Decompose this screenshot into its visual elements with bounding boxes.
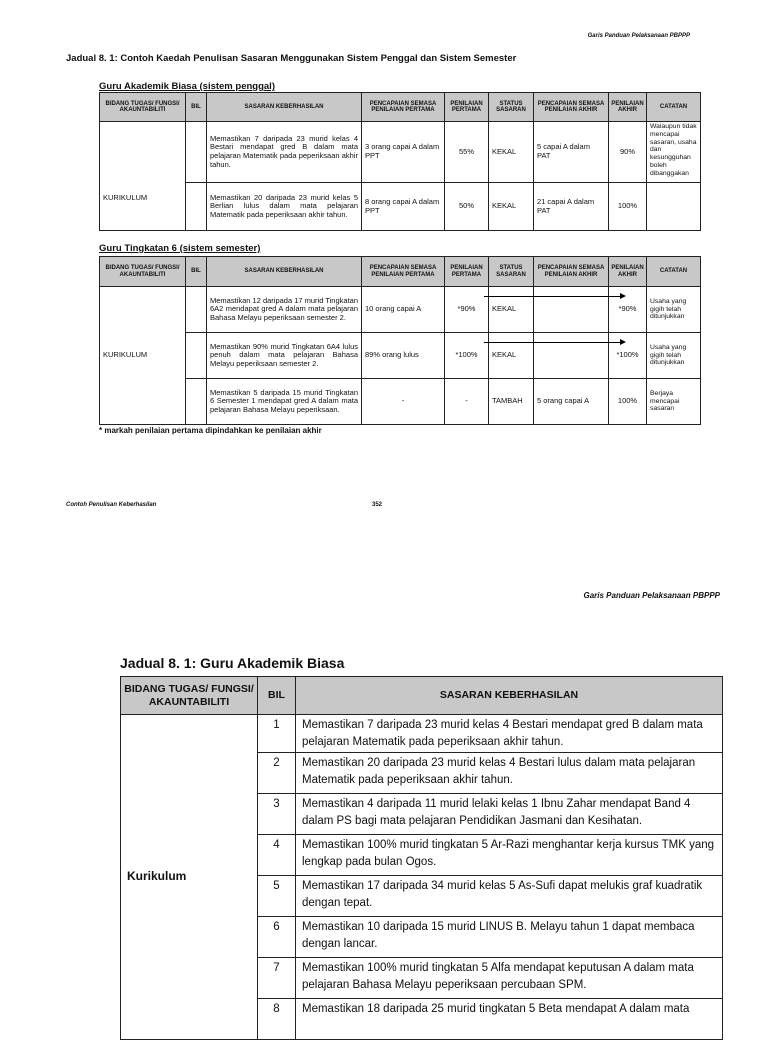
catatan-cell: Usaha yang gigih telah ditunjukkan bbox=[647, 287, 701, 333]
status-cell: KEKAL bbox=[489, 122, 534, 183]
col-catatan: CATATAN bbox=[647, 93, 701, 122]
col-penilaian-akhir: PENILAIAN AKHIR bbox=[609, 93, 647, 122]
sasaran-cell: Memastikan 17 daripada 34 murid kelas 5 As-Sufi dapat melukis graf kuadratik dengan tepat. bbox=[296, 876, 723, 917]
sasaran-cell: Memastikan 100% murid tingkatan 5 Alfa mendapat keputusan A dalam mata pelajaran Bahasa Melayu peperiksaan percubaan SPM. bbox=[296, 958, 723, 999]
transfer-arrow-line bbox=[484, 296, 620, 297]
bidang-cell: Kurikulum bbox=[121, 715, 258, 1040]
sasaran-cell: Memastikan 7 daripada 23 murid kelas 4 Bestari mendapat gred B dalam mata pelajaran Matematik pada peperiksaan akhir tahun. bbox=[296, 715, 723, 753]
penilaian-akhir-cell: *100% bbox=[609, 333, 647, 379]
col-bidang: BIDANG TUGAS/ FUNGSI/ AKAUNTABILITI bbox=[100, 257, 186, 287]
table1-header-row bbox=[100, 93, 701, 122]
table1 bbox=[99, 92, 701, 231]
bil-cell bbox=[186, 122, 207, 183]
catatan-cell bbox=[647, 183, 701, 231]
status-cell: KEKAL bbox=[489, 183, 534, 231]
col-sasaran: SASARAN KEBERHASILAN bbox=[207, 93, 362, 122]
sasaran-cell: Memastikan 7 daripada 23 murid kelas 4 Bestari mendapat gred B dalam mata pelajaran Matematik pada peperiksaan akhir tahun. bbox=[207, 122, 362, 183]
bil-cell: 3 bbox=[258, 794, 296, 835]
bil-cell bbox=[186, 333, 207, 379]
table2 bbox=[99, 256, 701, 425]
sasaran-cell: Memastikan 20 daripada 23 murid kelas 5 Berlian lulus dalam mata pelajaran Matematik pada peperiksaan akhir tahun. bbox=[207, 183, 362, 231]
bil-cell bbox=[186, 379, 207, 425]
table3 bbox=[120, 676, 723, 1040]
penilaian1-cell: 55% bbox=[445, 122, 489, 183]
col-bil: BIL bbox=[258, 677, 296, 715]
sasaran-cell: Memastikan 4 daripada 11 murid lelaki kelas 1 Ibnu Zahar mendapat Band 4 dalam PS bagi mata pelajaran Pendidikan Jasmani dan Kesihatan. bbox=[296, 794, 723, 835]
page-footer: Contoh Penulisan Keberhasilan bbox=[66, 502, 157, 508]
sasaran-cell: Memastikan 10 daripada 15 murid LINUS B. Melayu tahun 1 dapat membaca dengan lancar. bbox=[296, 917, 723, 958]
page-header: Garis Panduan Pelaksanaan PBPPP bbox=[587, 33, 690, 39]
page-number: 352 bbox=[372, 502, 383, 508]
col-catatan: CATATAN bbox=[647, 257, 701, 287]
pencapaian1-cell: - bbox=[362, 379, 445, 425]
pencapaian1-cell: 3 orang capai A dalam PPT bbox=[362, 122, 445, 183]
col-status: STATUS SASARAN bbox=[489, 257, 534, 287]
table-row bbox=[121, 715, 723, 753]
penilaian1-cell: *100% bbox=[445, 333, 489, 379]
pencapaian-akhir-cell bbox=[534, 287, 609, 333]
bil-cell bbox=[186, 287, 207, 333]
status-cell: TAMBAH bbox=[489, 379, 534, 425]
pencapaian1-cell: 89% orang lulus bbox=[362, 333, 445, 379]
sasaran-cell: Memastikan 100% murid tingkatan 5 Ar-Razi menghantar kerja kursus TMK yang lengkap pada bulan Ogos. bbox=[296, 835, 723, 876]
sasaran-cell: Memastikan 18 daripada 25 murid tingkatan 5 Beta mendapat A dalam mata bbox=[296, 999, 723, 1040]
status-cell: KEKAL bbox=[489, 333, 534, 379]
arrow-right-icon bbox=[620, 339, 626, 345]
catatan-cell: Berjaya mencapai sasaran bbox=[647, 379, 701, 425]
catatan-cell: Walaupun tidak mencapai sasaran, usaha dan kesungguhan boleh dibanggakan bbox=[647, 122, 701, 183]
col-pencapaian-akhir: PENCAPAIAN SEMASA PENILAIAN AKHIR bbox=[534, 257, 609, 287]
table-row bbox=[100, 333, 701, 379]
col-penilaian-akhir: PENILAIAN AKHIR bbox=[609, 257, 647, 287]
col-pencapaian1: PENCAPAIAN SEMASA PENILAIAN PERTAMA bbox=[362, 257, 445, 287]
table1-subtitle: Guru Akademik Biasa (sistem penggal) bbox=[99, 81, 275, 92]
penilaian1-cell: *90% bbox=[445, 287, 489, 333]
table-row bbox=[100, 183, 701, 231]
col-sasaran: SASARAN KEBERHASILAN bbox=[296, 677, 723, 715]
status-cell: KEKAL bbox=[489, 287, 534, 333]
sasaran-cell: Memastikan 90% murid Tingkatan 6A4 lulus penuh dalam mata pelajaran Bahasa Melayu peperiksaan semester 2. bbox=[207, 333, 362, 379]
bil-cell: 6 bbox=[258, 917, 296, 958]
pencapaian-akhir-cell: 5 orang capai A bbox=[534, 379, 609, 425]
sasaran-cell: Memastikan 5 daripada 15 murid Tingkatan 6 Semester 1 mendapat gred A dalam mata pelajaran Bahasa Melayu peperiksaan. bbox=[207, 379, 362, 425]
table2-header-row bbox=[100, 257, 701, 287]
table-row bbox=[100, 379, 701, 425]
col-pencapaian-akhir: PENCAPAIAN SEMASA PENILAIAN AKHIR bbox=[534, 93, 609, 122]
col-bidang: BIDANG TUGAS/ FUNGSI/ AKAUNTABILITI bbox=[121, 677, 258, 715]
col-status: STATUS SASARAN bbox=[489, 93, 534, 122]
penilaian1-cell: - bbox=[445, 379, 489, 425]
penilaian-akhir-cell: 100% bbox=[609, 379, 647, 425]
catatan-cell: Usaha yang gigih telah ditunjukkan bbox=[647, 333, 701, 379]
col-bidang: BIDANG TUGAS/ FUNGSI/ AKAUNTABILITI bbox=[100, 93, 186, 122]
bidang-cell: KURIKULUM bbox=[100, 122, 186, 231]
pencapaian-akhir-cell: 5 capai A dalam PAT bbox=[534, 122, 609, 183]
bil-cell: 4 bbox=[258, 835, 296, 876]
col-pencapaian1: PENCAPAIAN SEMASA PENILAIAN PERTAMA bbox=[362, 93, 445, 122]
bidang-cell: KURIKULUM bbox=[100, 287, 186, 425]
pencapaian1-cell: 8 orang capai A dalam PPT bbox=[362, 183, 445, 231]
footnote: * markah penilaian pertama dipindahkan ke penilaian akhir bbox=[99, 426, 322, 435]
page-title: Jadual 8. 1: Guru Akademik Biasa bbox=[120, 655, 345, 671]
penilaian-akhir-cell: *90% bbox=[609, 287, 647, 333]
bil-cell: 8 bbox=[258, 999, 296, 1040]
table-row bbox=[100, 287, 701, 333]
penilaian-akhir-cell: 90% bbox=[609, 122, 647, 183]
pencapaian-akhir-cell: 21 capai A dalam PAT bbox=[534, 183, 609, 231]
transfer-arrow-line bbox=[484, 342, 620, 343]
sasaran-cell: Memastikan 12 daripada 17 murid Tingkatan 6A2 mendapat gred A dalam mata pelajaran Bahasa Melayu peperiksaan semester 2. bbox=[207, 287, 362, 333]
col-penilaian1: PENILAIAN PERTAMA bbox=[445, 257, 489, 287]
col-sasaran: SASARAN KEBERHASILAN bbox=[207, 257, 362, 287]
page-header: Garis Panduan Pelaksanaan PBPPP bbox=[583, 591, 720, 600]
bil-cell: 5 bbox=[258, 876, 296, 917]
col-bil: BIL bbox=[186, 93, 207, 122]
penilaian1-cell: 50% bbox=[445, 183, 489, 231]
col-bil: BIL bbox=[186, 257, 207, 287]
table2-subtitle: Guru Tingkatan 6 (sistem semester) bbox=[99, 243, 261, 254]
table-row bbox=[100, 122, 701, 183]
penilaian-akhir-cell: 100% bbox=[609, 183, 647, 231]
col-penilaian1: PENILAIAN PERTAMA bbox=[445, 93, 489, 122]
pencapaian-akhir-cell bbox=[534, 333, 609, 379]
bil-cell: 2 bbox=[258, 753, 296, 794]
arrow-right-icon bbox=[620, 293, 626, 299]
page-title: Jadual 8. 1: Contoh Kaedah Penulisan Sasaran Menggunakan Sistem Penggal dan Sistem Semester bbox=[66, 53, 517, 64]
table3-header-row bbox=[121, 677, 723, 715]
pencapaian1-cell: 10 orang capai A bbox=[362, 287, 445, 333]
bil-cell: 1 bbox=[258, 715, 296, 753]
bil-cell bbox=[186, 183, 207, 231]
sasaran-cell: Memastikan 20 daripada 23 murid kelas 4 Bestari lulus dalam mata pelajaran Matematik pada peperiksaan akhir tahun. bbox=[296, 753, 723, 794]
bil-cell: 7 bbox=[258, 958, 296, 999]
